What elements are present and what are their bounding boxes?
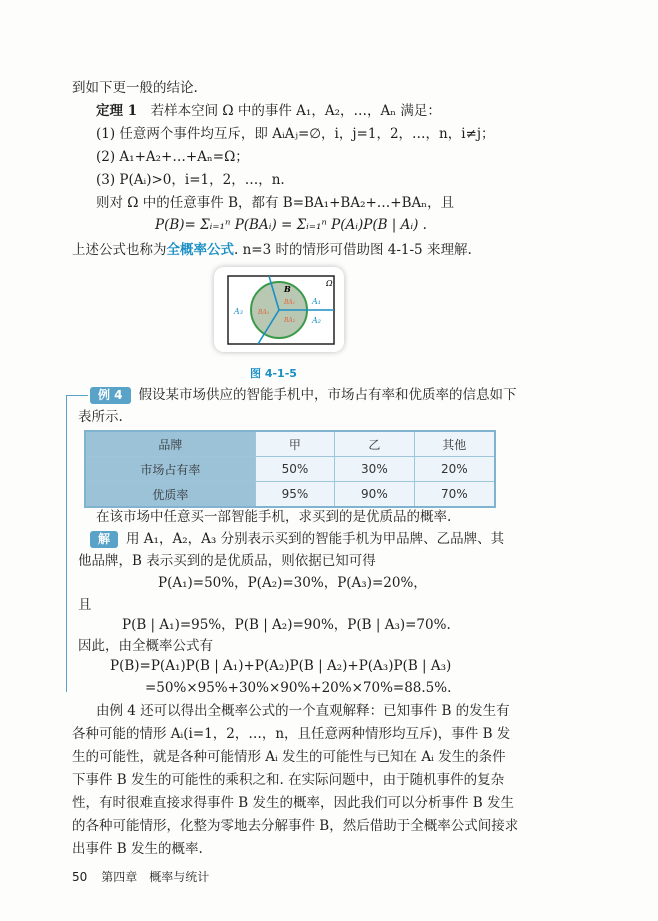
theorem-line <box>96 101 441 121</box>
table-cell: 20% <box>414 457 495 482</box>
ba1-label: BA₁ <box>284 299 296 306</box>
table-row <box>85 482 495 508</box>
table-cell: 90% <box>335 482 414 508</box>
formula-conditionals: P(B | A₁)=95%，P(B | A₂)=90%，P(B | A₃)=70%. <box>122 617 451 633</box>
example-line-2: 表所示. <box>78 409 123 425</box>
hence-text: 因此，由全概率公式有 <box>78 638 213 654</box>
table-header: 品牌 <box>85 431 255 457</box>
para-line: 生的可能性，就是各种可能情形 Aᵢ 发生的可能性与已知在 Aᵢ 发生的条件 <box>72 749 506 765</box>
theorem-label: 定理 1 <box>96 103 138 119</box>
table-cell: 市场占有率 <box>85 457 255 482</box>
ba3-label: BA₃ <box>258 309 270 316</box>
table-header: 乙 <box>335 431 414 457</box>
term-highlight: 全概率公式 <box>166 242 234 258</box>
note-post: . n=3 时的情形可借助图 4-1-5 来理解. <box>234 242 472 258</box>
page-number: 50 <box>72 870 88 884</box>
table-header: 其他 <box>414 431 495 457</box>
a3-label: A₃ <box>234 307 243 316</box>
omega-label: Ω <box>326 279 333 288</box>
formula-total: P(B)=P(A₁)P(B | A₁)+P(A₂)P(B | A₂)+P(A₃)P(B | A₃) <box>110 658 452 674</box>
a1-label: A₁ <box>312 297 321 306</box>
theorem-then: 则对 Ω 中的任意事件 B，都有 B=BA₁+BA₂+…+BAₙ，且 <box>96 195 455 211</box>
chapter-title: 第四章 概率与统计 <box>101 870 210 884</box>
example-text: 假设某市场供应的智能手机中，市场占有率和优质率的信息如下 <box>138 387 517 403</box>
and-text: 且 <box>78 597 92 613</box>
table-cell: 30% <box>335 457 414 482</box>
figure-4-1-5 <box>214 267 344 352</box>
page-footer <box>72 868 223 885</box>
condition-1: (1) 任意两个事件均互斥，即 AᵢAⱼ=∅，i，j=1，2，…，n，i≠j； <box>96 126 495 142</box>
example-bracket <box>66 395 67 692</box>
condition-3: (3) P(Aᵢ)>0，i=1，2，…，n. <box>96 172 285 188</box>
para-line: 由例 4 还可以得出全概率公式的一个直观解释：已知事件 B 的发生有 <box>96 703 510 719</box>
table-cell: 70% <box>414 482 495 508</box>
example-tag: 例 4 <box>90 387 131 404</box>
solution-tag: 解 <box>90 531 118 548</box>
para-line: 下事件 B 发生的可能性的乘积之和. 在实际问题中，由于随机事件的复杂 <box>72 772 505 788</box>
intro-line: 到如下更一般的结论. <box>72 80 198 96</box>
para-line: 出事件 B 发生的概率. <box>72 841 203 857</box>
para-line: 各种可能的情形 Aᵢ(i=1，2，…，n，且任意两种情形均互斥)，事件 B 发 <box>72 726 511 742</box>
solution-text: 用 A₁，A₂，A₃ 分别表示买到的智能手机为甲品牌、乙品牌、其 <box>126 531 505 547</box>
para-line: 性，有时很难直接求得事件 B 发生的概率，因此我们可以分析事件 B 发生 <box>72 795 515 811</box>
table-cell: 优质率 <box>85 482 255 508</box>
table-cell: 50% <box>255 457 334 482</box>
brand-table <box>84 430 496 508</box>
note-pre: 上述公式也称为 <box>72 242 167 258</box>
table-row <box>85 457 495 482</box>
example-question: 在该市场中任意买一部智能手机，求买到的是优质品的概率. <box>96 509 452 525</box>
figure-caption: 图 4-1-5 <box>250 367 297 380</box>
ba2-label: BA₂ <box>284 317 296 324</box>
solution-line-2: 他品牌，B 表示买到的是优质品，则依据已知可得 <box>78 553 376 569</box>
solution-line <box>90 529 504 549</box>
formula-note <box>72 240 472 260</box>
condition-2: (2) A₁+A₂+…+Aₙ=Ω； <box>96 149 249 165</box>
table-cell: 95% <box>255 482 334 508</box>
formula-priors: P(A₁)=50%，P(A₂)=30%，P(A₃)=20%， <box>158 575 427 591</box>
venn-diagram <box>214 267 344 352</box>
theorem-text: 若样本空间 Ω 中的事件 A₁，A₂，…，Aₙ 满足： <box>150 103 441 119</box>
para-line: 的各种可能情形，化整为零地去分解事件 B，然后借助于全概率公式间接求 <box>72 818 519 834</box>
example-line <box>90 385 517 405</box>
b-label: B <box>284 284 291 294</box>
total-probability-formula: P(B)= Σᵢ₌₁ⁿ P(BAᵢ) = Σᵢ₌₁ⁿ P(Aᵢ)P(B | Aᵢ) . <box>155 217 427 233</box>
a2-label: A₂ <box>312 316 321 325</box>
formula-result: =50%×95%+30%×90%+20%×70%=88.5%. <box>145 680 452 696</box>
table-header-row <box>85 431 495 457</box>
table-header: 甲 <box>255 431 334 457</box>
